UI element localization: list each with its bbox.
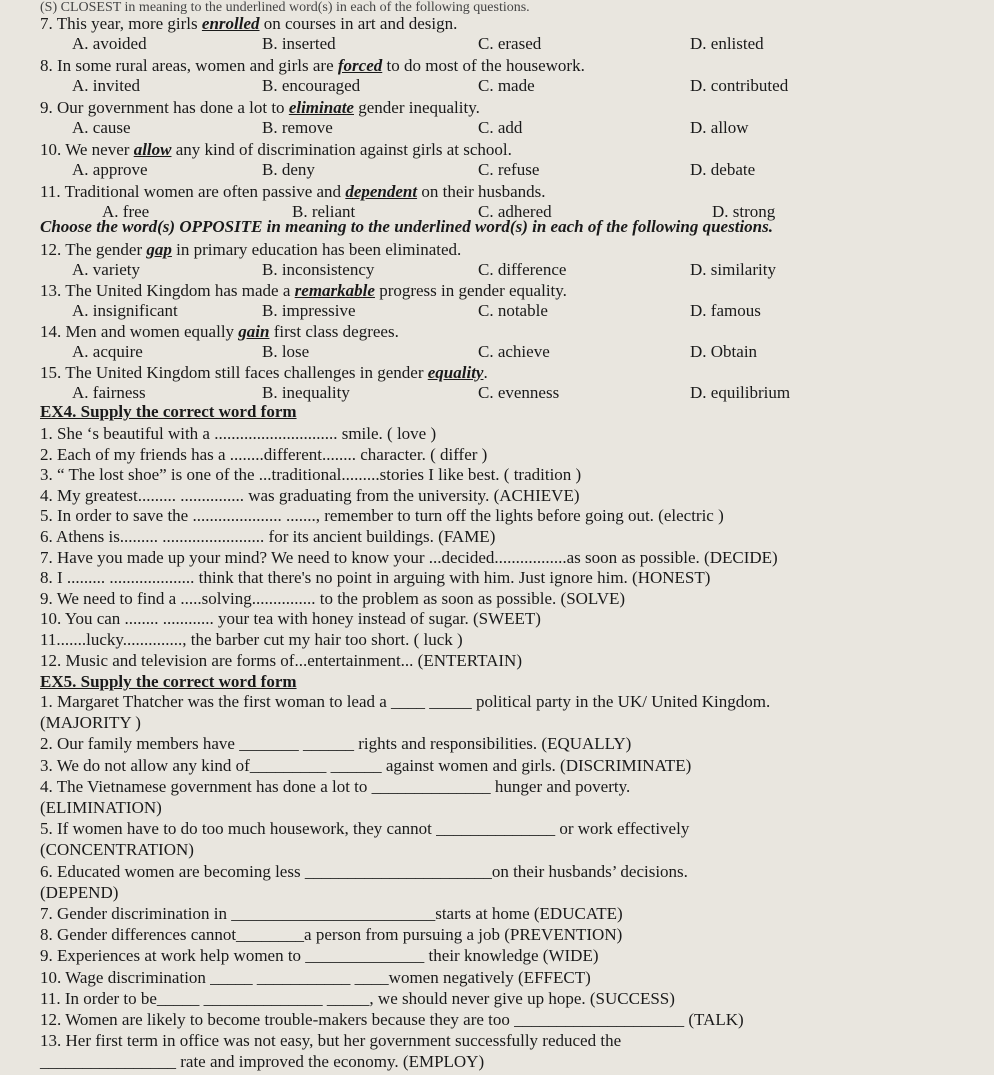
answer-option[interactable]: C. notable (478, 301, 548, 320)
question-stem (40, 182, 546, 202)
exercise-line: 1. She ‘s beautiful with a ............................. smile. ( love ) (40, 424, 437, 443)
exercise-line: 2. Each of my friends has a ........different........ character. ( differ ) (40, 444, 488, 464)
exercise-line: 12. Music and television are forms of...entertainment... (ENTERTAIN) (40, 650, 522, 670)
question-stem (40, 322, 399, 342)
answer-option[interactable]: B. deny (262, 160, 315, 179)
exercise-line: 5. If women have to do too much housework, they cannot ______________ or work effectively (40, 819, 690, 839)
underlined-word: enrolled (201, 14, 260, 33)
stem-text: The United Kingdom still faces challenges in gender (65, 363, 428, 382)
answer-option[interactable]: D. enlisted (690, 34, 764, 53)
answer-option[interactable]: C. made (478, 76, 535, 95)
answer-option[interactable]: B. encouraged (262, 76, 361, 95)
question-stem (40, 363, 488, 383)
answer-option[interactable]: B. inconsistency (262, 260, 375, 279)
exercise-line: 1. Margaret Thatcher was the first woman to lead a ____ _____ political party in the UK/ United Kingdom. (40, 692, 771, 711)
answer-option[interactable]: D. similarity (690, 260, 776, 279)
underlined-word: equality (427, 363, 484, 382)
stem-text: progress in gender equality. (374, 281, 567, 300)
stem-text: to do most of the housework. (382, 56, 585, 75)
exercise-line: 3. We do not allow any kind of_________ ______ against women and girls. (DISCRIMINATE) (40, 755, 692, 775)
stem-text: gender inequality. (353, 98, 480, 117)
opposite-heading: Choose the word(s) OPPOSITE in meaning to the underlined word(s) in each of the following questions. (40, 217, 773, 236)
exercise-line: 4. My greatest......... ............... was graduating from the university. (ACHIEVE) (40, 485, 580, 505)
stem-text: The gender (65, 240, 147, 259)
answer-option[interactable]: C. erased (478, 34, 542, 53)
exercise-line: 7. Gender discrimination in ________________________starts at home (EDUCATE) (40, 904, 623, 923)
exercise-line: 6. Athens is......... ........................ for its ancient buildings. (FAME) (40, 527, 496, 546)
ex5-title: EX5. Supply the correct word form (40, 672, 297, 691)
answer-option[interactable]: D. allow (690, 118, 749, 137)
answer-option[interactable]: B. remove (262, 118, 333, 137)
answer-option[interactable]: B. reliant (292, 202, 356, 221)
exercise-line: ________________ rate and improved the economy. (EMPLOY) (40, 1052, 485, 1072)
underlined-word: remarkable (294, 281, 375, 300)
question-stem (40, 240, 461, 260)
answer-option[interactable]: D. contributed (690, 76, 789, 95)
exercise-line: 5. In order to save the ..................... ......., remember to turn off the lights before going out. (electric ) (40, 506, 724, 526)
answer-option[interactable]: A. insignificant (72, 301, 178, 320)
question-number: 14. (40, 322, 66, 341)
answer-option[interactable]: B. impressive (262, 301, 356, 320)
exercise-line: 11.......lucky.............., the barber cut my hair too short. ( luck ) (40, 630, 463, 649)
stem-text: any kind of discrimination against girls at school. (171, 140, 512, 159)
question-number: 7. (40, 14, 57, 33)
answer-option[interactable]: A. variety (72, 260, 140, 279)
stem-text: Men and women equally (65, 322, 239, 341)
question-number: 15. (40, 363, 66, 382)
underlined-word: gap (146, 240, 172, 259)
question-stem (40, 281, 567, 301)
answer-option[interactable]: C. achieve (478, 342, 550, 361)
question-number: 13. (40, 281, 66, 300)
question-stem (40, 56, 585, 76)
exercise-line: 13. Her first term in office was not easy, but her government successfully reduced the (40, 1031, 622, 1051)
underlined-word: dependent (345, 182, 418, 201)
question-stem (40, 98, 480, 118)
underlined-word: gain (238, 322, 270, 341)
answer-option[interactable]: C. evenness (478, 383, 560, 402)
answer-option[interactable]: B. inequality (262, 383, 350, 402)
answer-option[interactable]: A. acquire (72, 342, 143, 361)
exercise-line: 9. Experiences at work help women to ______________ their knowledge (WIDE) (40, 946, 599, 966)
question-stem (40, 140, 512, 160)
stem-text: first class degrees. (269, 322, 399, 341)
question-number: 11. (40, 182, 65, 201)
question-number: 10. (40, 140, 66, 159)
answer-option[interactable]: C. refuse (478, 160, 540, 179)
answer-option[interactable]: B. inserted (262, 34, 336, 53)
ex4-title: EX4. Supply the correct word form (40, 402, 297, 421)
exercise-line: 9. We need to find a .....solving............... to the problem as soon as possible. (SOLVE) (40, 588, 626, 608)
stem-text: Our government has done a lot to (57, 98, 289, 117)
answer-option[interactable]: D. equilibrium (690, 383, 791, 402)
exercise-line: 6. Educated women are becoming less ______________________on their husbands’ decisions. (40, 861, 688, 881)
stem-text: The United Kingdom has made a (65, 281, 295, 300)
exercise-line: 4. The Vietnamese government has done a lot to ______________ hunger and poverty. (40, 776, 631, 796)
answer-option[interactable]: A. approve (72, 160, 148, 179)
answer-option[interactable]: B. lose (262, 342, 310, 361)
stem-text: in primary education has been eliminated. (171, 240, 462, 259)
exercise-line: (CONCENTRATION) (40, 840, 194, 860)
underlined-word: allow (133, 140, 172, 159)
answer-option[interactable]: A. cause (72, 118, 131, 137)
exercise-line: 8. I ......... .................... think that there's no point in arguing with him. Just ignore him. (HONEST) (40, 568, 711, 588)
answer-option[interactable]: C. adhered (478, 202, 552, 221)
exercise-line: 8. Gender differences cannot________a person from pursuing a job (PREVENTION) (40, 925, 623, 945)
stem-text: This year, more girls (56, 14, 202, 33)
stem-text: We never (65, 140, 134, 159)
question-number: 12. (40, 240, 66, 259)
exercise-line: (DEPEND) (40, 882, 119, 902)
answer-option[interactable]: C. add (478, 118, 523, 137)
cut-off-instruction: (S) CLOSEST in meaning to the underlined word(s) in each of the following questions. (40, 0, 530, 15)
exercise-line: 3. “ The lost shoe” is one of the ...traditional.........stories I like best. ( tradition ) (40, 465, 582, 485)
exercise-line: 10. You can ........ ............ your tea with honey instead of sugar. (SWEET) (40, 609, 541, 629)
answer-option[interactable]: C. difference (478, 260, 567, 279)
exercise-line: 2. Our family members have _______ ______ rights and responsibilities. (EQUALLY) (40, 734, 632, 754)
exercise-line: (ELIMINATION) (40, 798, 162, 817)
stem-text: on their husbands. (417, 182, 546, 201)
answer-option[interactable]: D. strong (712, 202, 776, 221)
answer-option[interactable]: A. free (102, 202, 150, 221)
exercise-line: 11. In order to be_____ ______________ _____, we should never give up hope. (SUCCESS) (40, 988, 675, 1008)
exercise-line: 10. Wage discrimination _____ ___________ ____women negatively (EFFECT) (40, 967, 591, 987)
question-number: 8. (40, 56, 57, 75)
answer-option[interactable]: A. avoided (72, 34, 147, 53)
stem-text: . (483, 363, 488, 382)
answer-option[interactable]: D. debate (690, 160, 756, 179)
answer-option[interactable]: D. famous (690, 301, 761, 320)
question-stem (40, 14, 457, 34)
answer-option[interactable]: A. invited (72, 76, 140, 95)
stem-text: on courses in art and design. (259, 14, 458, 33)
underlined-word: forced (337, 56, 383, 75)
answer-option[interactable]: A. fairness (72, 383, 146, 402)
exercise-line: (MAJORITY ) (40, 713, 141, 733)
question-number: 9. (40, 98, 57, 117)
stem-text: Traditional women are often passive and (64, 182, 346, 201)
exercise-line: 7. Have you made up your mind? We need to know your ...decided.................as soon as possible. (DECIDE) (40, 547, 778, 567)
stem-text: In some rural areas, women and girls are (57, 56, 338, 75)
exercise-line: 12. Women are likely to become trouble-makers because they are too ____________________ (TALK) (40, 1010, 744, 1029)
underlined-word: eliminate (288, 98, 354, 117)
answer-option[interactable]: D. Obtain (690, 342, 758, 361)
